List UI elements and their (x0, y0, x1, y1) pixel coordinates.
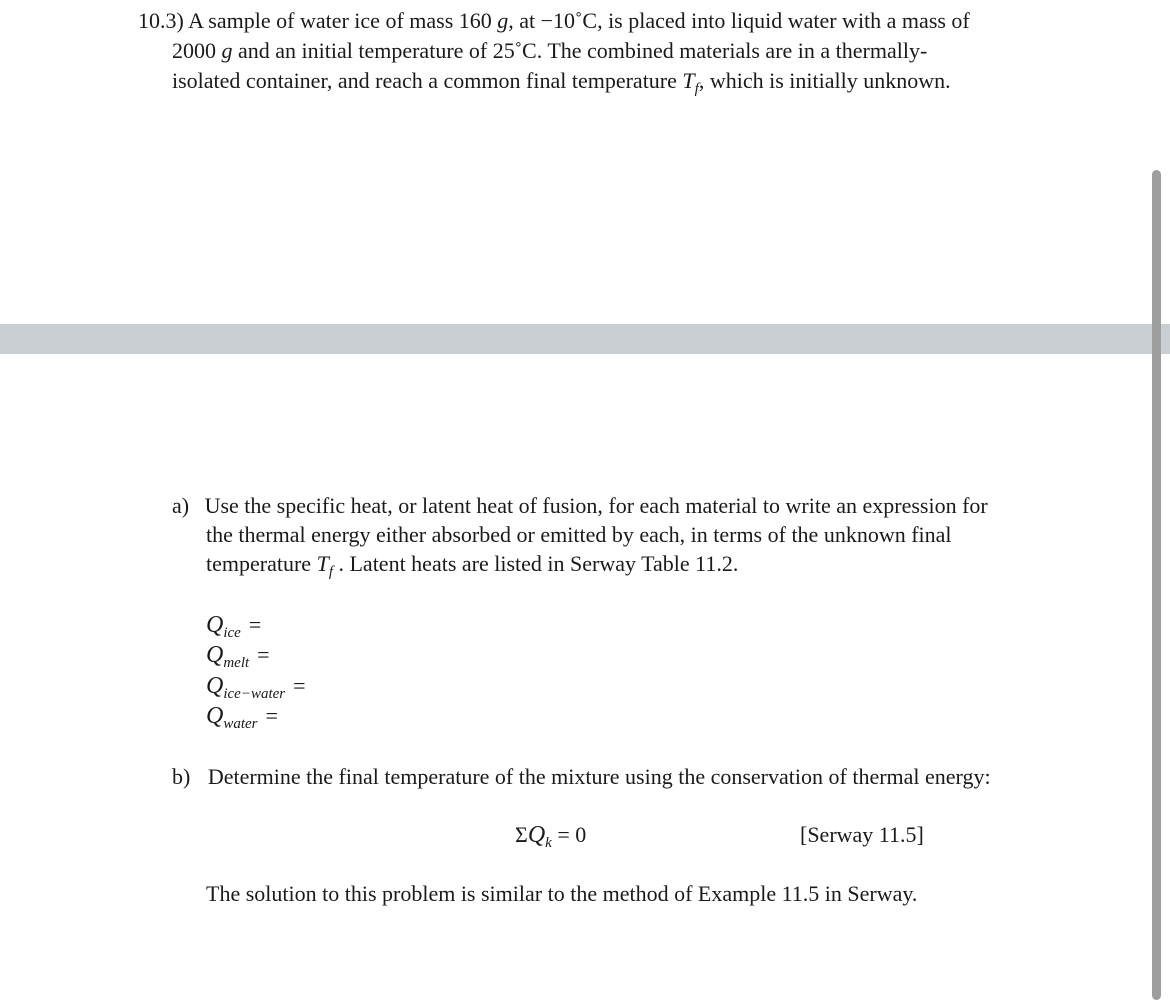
sigma-symbol: Σ (515, 822, 528, 847)
equals-sign: = (265, 703, 278, 728)
part-a-text: Use the specific heat, or latent heat of fusion, for each material to write an expression for (204, 493, 988, 518)
problem-text: , is placed into liquid water with a mass of (597, 8, 970, 33)
final-temp-subscript: f (328, 564, 333, 580)
problem-text: A sample of water ice of mass 160 (188, 8, 492, 33)
final-temp-symbol: T (316, 551, 329, 576)
part-a-text: the thermal energy either absorbed or emitted by each, in terms of the unknown final (206, 522, 952, 547)
problem-text: , which is initially unknown. (698, 68, 951, 93)
part-a-text: temperature (206, 551, 317, 576)
unit-grams: g (221, 38, 233, 63)
vertical-scrollbar[interactable] (1152, 170, 1161, 1000)
unit-grams: g (497, 8, 509, 33)
q-subscript: melt (223, 655, 250, 671)
part-a-label: a) (172, 493, 190, 518)
q-symbol: Q (206, 703, 224, 729)
serway-reference (800, 820, 924, 849)
part-a-text: . Latent heats are listed in Serway Table 11.2. (332, 551, 739, 576)
equation-q-water (206, 703, 278, 730)
equals-sign: = (248, 612, 262, 637)
problem-line-1 (138, 6, 970, 35)
part-b-line (172, 762, 991, 791)
page-separator (0, 324, 1170, 354)
reference-text: [Serway 11.5] (800, 822, 924, 847)
ice-temperature: , at −10˚C (508, 8, 598, 33)
problem-text: isolated container, and reach a common final temperature (172, 68, 683, 93)
part-b-label: b) (172, 764, 191, 789)
part-b-text: Determine the final temperature of the mixture using the conservation of thermal energy: (207, 764, 991, 789)
equation-rhs: = 0 (551, 822, 587, 847)
note-text: The solution to this problem is similar to the method of Example 11.5 in Serway. (206, 881, 918, 906)
problem-text: . The combined materials are in a thermally- (536, 38, 928, 63)
q-subscript: ice (223, 625, 241, 641)
equation-q-ice (206, 612, 261, 639)
problem-line-2 (172, 36, 927, 65)
equals-sign: = (257, 642, 270, 667)
part-a-line-2 (206, 520, 952, 549)
q-subscript: k (545, 835, 552, 851)
conservation-equation (515, 820, 586, 850)
equals-sign: = (293, 673, 306, 698)
water-temperature: and an initial temperature of 25˚C (232, 38, 537, 63)
q-symbol: Q (206, 673, 224, 699)
solution-note (206, 879, 917, 908)
q-subscript: water (223, 716, 258, 732)
equation-q-melt (206, 642, 270, 669)
q-symbol: Q (527, 822, 546, 848)
q-symbol: Q (206, 642, 224, 668)
final-temp-subscript: f (694, 81, 699, 97)
q-symbol: Q (206, 612, 224, 638)
part-a-line-1 (172, 491, 988, 520)
problem-number: 10.3) (138, 8, 184, 33)
equation-q-ice-water (206, 673, 306, 700)
final-temp-symbol: T (682, 68, 695, 93)
problem-line-3 (172, 66, 951, 95)
q-subscript: ice−water (223, 686, 286, 702)
water-mass: 2000 (172, 38, 216, 63)
part-a-line-3 (206, 549, 738, 578)
